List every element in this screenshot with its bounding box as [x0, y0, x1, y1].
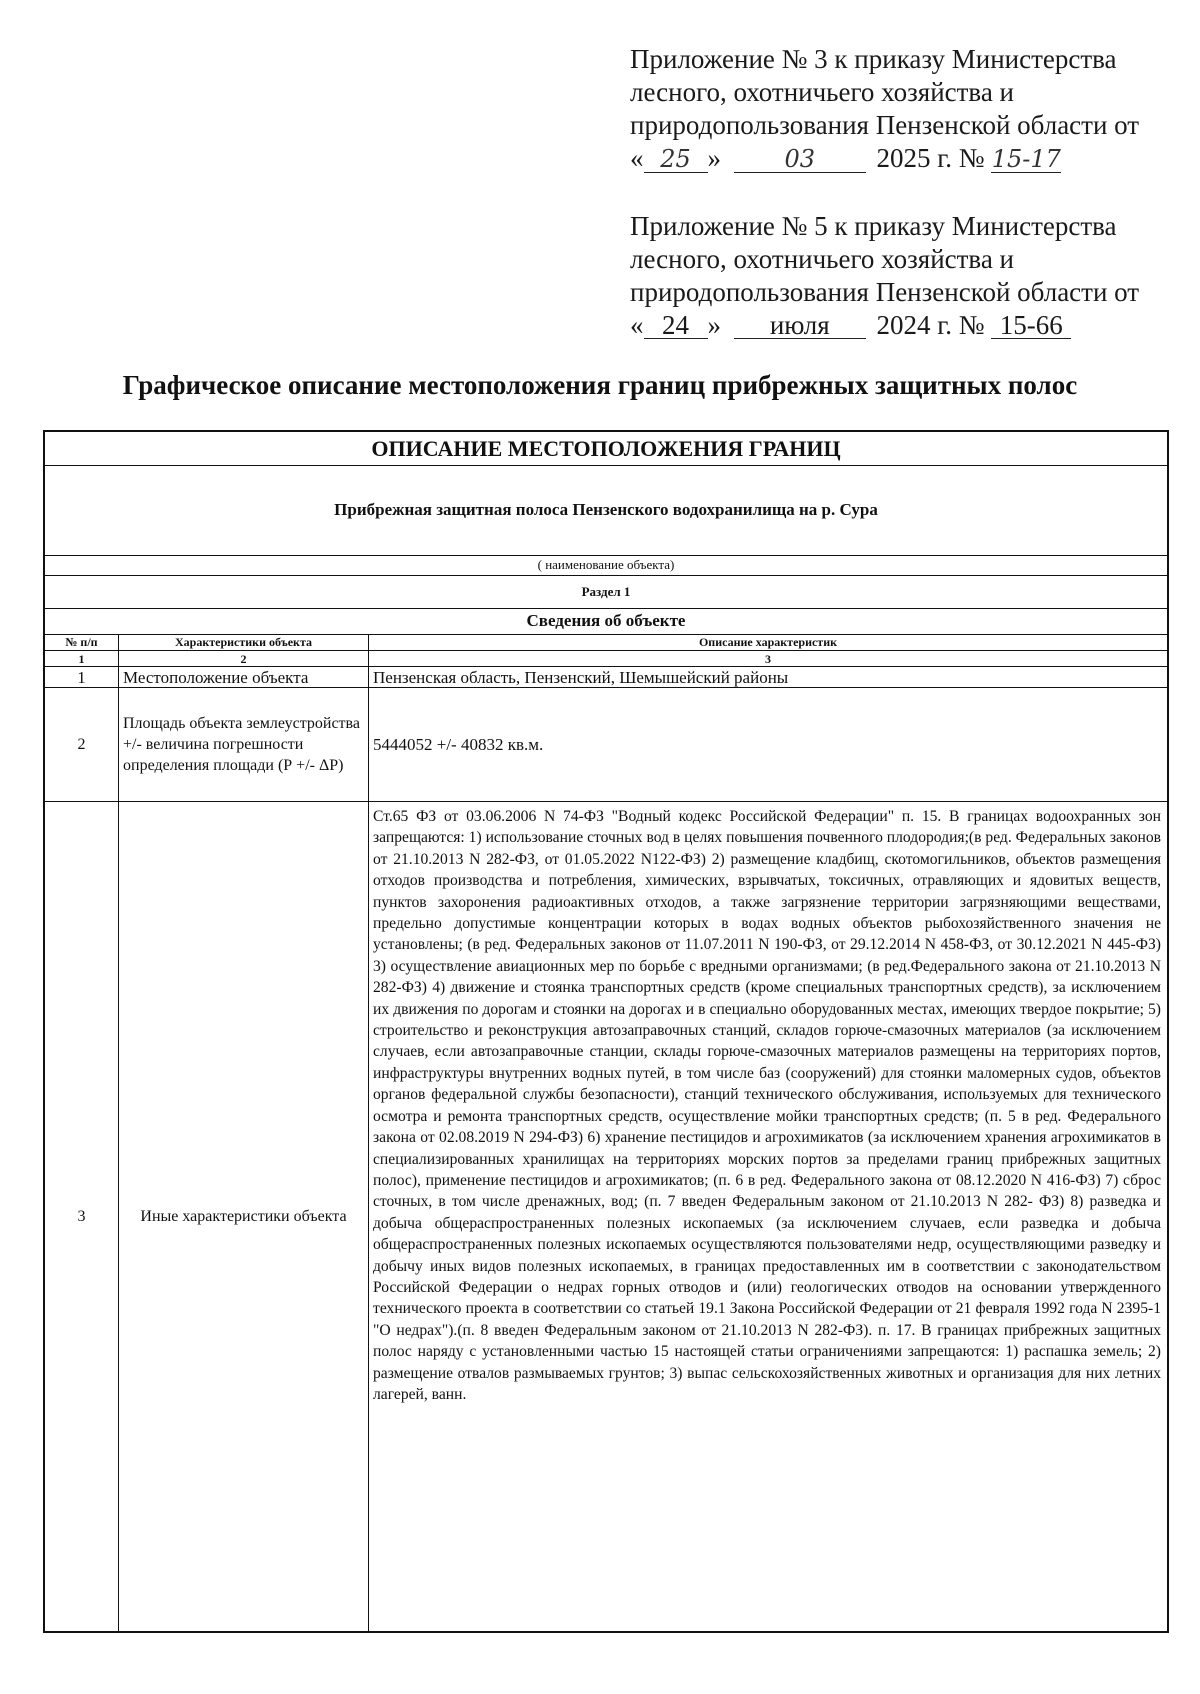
table-column-headers [45, 634, 1167, 651]
appendix-line: природопользования Пензенской области от [630, 277, 1140, 307]
appendix-year: 2024 г. № [876, 310, 985, 340]
boundary-description-table [43, 430, 1169, 1633]
quote-open: « [630, 143, 644, 173]
column-number: 1 [45, 651, 119, 666]
row-characteristic: Иные характеристики объекта [119, 802, 369, 1631]
row-number: 3 [45, 802, 119, 1631]
row-characteristic: Местоположение объекта [119, 667, 369, 687]
appendix-year: 2025 г. № [876, 143, 985, 173]
quote-open: « [630, 310, 644, 340]
appendix-line: природопользования Пензенской области от [630, 110, 1140, 140]
appendix-line: Приложение № 5 к приказу Министерства [630, 211, 1117, 241]
column-number: 2 [119, 651, 369, 666]
table-column-numbers [45, 651, 1167, 667]
column-header-characteristic: Характеристики объекта [119, 634, 369, 650]
section-title: Сведения об объекте [45, 608, 1167, 635]
row-description: 5444052 +/- 40832 кв.м. [373, 734, 544, 754]
appendix-day: 24 [644, 312, 708, 339]
row-number: 1 [45, 667, 119, 687]
quote-close: » [707, 310, 721, 340]
appendix-line: Приложение № 3 к приказу Министерства [630, 44, 1117, 74]
document-title: Графическое описание местоположения границ прибрежных защитных полос [122, 370, 1078, 400]
column-number: 3 [765, 652, 771, 666]
appendix-month: июля [734, 312, 866, 339]
handwritten-day: 25 [644, 146, 708, 173]
object-name: Прибрежная защитная полоса Пензенского водохранилища на р. Сура [45, 465, 1167, 556]
table-main-header: ОПИСАНИЕ МЕСТОПОЛОЖЕНИЯ ГРАНИЦ [45, 432, 1167, 466]
row-description: Пензенская область, Пензенский, Шемышейский районы [373, 668, 789, 687]
row-description: Ст.65 ФЗ от 03.06.2006 N 74-ФЗ "Водный кодекс Российской Федерации" п. 15. В границах водоохранных зон запрещаются: 1) использование сточных вод в целях повышения почвенного плодородия;(в ред. Федеральных законов от 21.10.2013 N 282-ФЗ, от 01.05.2022 N122-ФЗ) 2) размещение кладбищ, скотомогильников, объектов размещения отходов производства и потребления, химических, взрывчатых, токсичных, отравляющих и ядовитых веществ, пунктов захоронения радиоактивных отходов, а также загрязнение территории загрязняющими веществами, предельно допустимые концентрации которых в водах водных объектов рыбохозяйственного значения не установлены; (в ред. Федеральных законов от 11.07.2011 N 190-ФЗ, от 29.12.2014 N 458-ФЗ, от 30.12.2021 N 445-ФЗ) 3) осуществление авиационных мер по борьбе с вредными организмами; (в ред.Федерального закона от 21.10.2013 N 282-ФЗ) 4) движение и стоянка транспортных средств (кроме специальных транспортных средств), за исключением их движения по дорогам и стоянки на дорогах и в специально оборудованных местах, имеющих твердое покрытие; 5) строительство и реконструкция автозаправочных станций, складов горюче-смазочных материалов (за исключением случаев, если автозаправочные станции, склады горюче-смазочных материалов размещены на территориях портов, инфраструктуры внутренних водных путей, в том числе баз (сооружений) для стоянки маломерных судов, объектов органов федеральной службы безопасности), станций технического обслуживания, используемых для технического осмотра и ремонта транспортных средств, осуществление мойки транспортных средств; (п. 5 в ред. Федерального закона от 02.08.2019 N 294-ФЗ) 6) хранение пестицидов и агрохимикатов (за исключением хранения агрохимикатов в специализированных хранилищах на территориях морских портов за пределами границ прибрежных защитных полос), применение пестицидов и агрохимикатов; (п. 6 в ред. Федерального закона от 08.12.2020 N 416-ФЗ) 7) сброс сточных, в том числе дренажных, вод; (п. 7 введен Федеральным законом от 21.10.2013 N 282- ФЗ) 8) разведка и добыча общераспространенных полезных ископаемых (за исключением случаев, если разведка и добыча общераспространенных полезных ископаемых осуществляются пользователями недр, осуществляющими разведку и добычу иных видов полезных ископаемых, в границах предоставленных им в соответствии с законодательством Российской Федерации о недрах горных отводов и (или) геологических отводов на основании утвержденного технического проекта в соответствии со статьей 19.1 Закона Российской Федерации от 21 февраля 1992 года N 2395-1 "О недрах").(п. 8 введен Федеральным законом от 21.10.2013 N 282-ФЗ). п. 17. В границах прибрежных защитных полос наряду с установленными частью 15 настоящей статьи ограничениями запрещаются: 1) распашка земель; 2) размещение отвалов размываемых грунтов; 3) выпас сельскохозяйственных животных и организация для них летних лагерей, ванн. [373, 808, 1161, 1403]
appendix-order-number: 15-66 [991, 312, 1071, 339]
section-label: Раздел 1 [45, 575, 1167, 609]
object-name-caption: ( наименование объекта) [45, 555, 1167, 576]
table-row [45, 688, 1167, 802]
appendix-line: лесного, охотничьего хозяйства и [630, 244, 1014, 274]
row-characteristic: Площадь объекта землеустройства +/- величина погрешности определения площади (Р +/- ΔР) [119, 688, 369, 801]
handwritten-order-number: 15-17 [991, 145, 1061, 173]
row-number: 2 [45, 688, 119, 801]
appendix-previous-header [630, 210, 1190, 342]
appendix-current-header [630, 43, 1190, 175]
appendix-date-line [630, 309, 1190, 342]
quote-close: » [707, 143, 721, 173]
column-header-description: Описание характеристик [698, 635, 838, 649]
column-header-number: № п/п [45, 634, 119, 650]
appendix-line: лесного, охотничьего хозяйства и [630, 77, 1014, 107]
handwritten-month: 03 [734, 146, 866, 173]
table-row [45, 802, 1167, 1631]
table-row [45, 667, 1167, 688]
appendix-date-line [630, 142, 1190, 175]
